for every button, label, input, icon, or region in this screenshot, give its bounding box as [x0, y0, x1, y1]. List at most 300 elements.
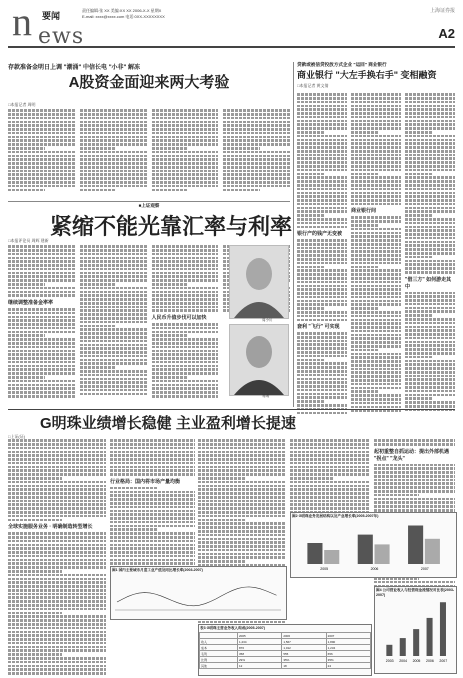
- text-line: [351, 180, 401, 183]
- text-line: [110, 466, 195, 469]
- text-line: [8, 319, 75, 322]
- text-line: [152, 346, 219, 349]
- text-line: [8, 559, 106, 562]
- portrait-photo-1: [229, 245, 289, 319]
- text-line: [110, 502, 195, 505]
- text-line: [8, 454, 106, 457]
- text-line: [80, 124, 147, 127]
- chart-bar: [413, 629, 419, 656]
- text-line: [297, 288, 347, 291]
- text-line: [351, 135, 401, 138]
- text-line: [223, 170, 290, 173]
- text-line: [8, 275, 75, 278]
- text-line: [8, 600, 106, 603]
- text-line: [297, 146, 347, 149]
- text-line: [198, 473, 286, 476]
- text-line: [198, 496, 286, 499]
- text-line: [110, 555, 195, 558]
- text-line: [152, 357, 219, 360]
- text-line: [351, 258, 401, 261]
- text-line: [297, 266, 325, 269]
- table-cell: 1,890: [326, 639, 370, 645]
- text-line: [198, 481, 286, 484]
- text-line: [405, 401, 455, 404]
- text-line: [223, 155, 290, 158]
- text-line: [405, 146, 455, 149]
- meta-line-1: 责任编辑:张 XX 美编:XX XX 2006-X-X 星期X: [82, 8, 162, 13]
- text-line: [152, 124, 219, 127]
- story-4-headline: G明珠业绩增长稳健 主业盈利增长提速: [40, 415, 296, 432]
- text-line: [80, 313, 147, 316]
- portrait-2-icon: [230, 325, 288, 395]
- text-line: [110, 510, 195, 513]
- text-line: [405, 139, 455, 142]
- subheading: "借三方" 如何游走其中: [405, 276, 452, 290]
- text-line: [223, 136, 290, 139]
- text-line: [374, 479, 455, 482]
- text-line: [8, 181, 75, 184]
- text-line: [8, 473, 106, 476]
- text-line: [80, 336, 147, 339]
- text-line: [8, 496, 106, 499]
- text-line: [8, 627, 106, 630]
- text-line: [405, 341, 455, 344]
- text-line: [223, 113, 290, 116]
- text-line: [297, 303, 347, 306]
- text-line: [297, 203, 347, 206]
- text-line: [290, 507, 370, 510]
- text-line: [8, 376, 45, 379]
- table-cell: 其他: [200, 663, 238, 669]
- text-line: [223, 128, 290, 131]
- text-line: [405, 112, 455, 115]
- text-line: [8, 481, 106, 484]
- text-line: [152, 306, 219, 309]
- story-2-headline: 紧缩不能光靠汇率与利率: [50, 214, 293, 239]
- text-line: [8, 368, 75, 371]
- text-line: [198, 492, 286, 495]
- text-line: [8, 287, 75, 290]
- text-line: [297, 412, 347, 415]
- text-line: [297, 123, 347, 126]
- text-line: [8, 124, 75, 127]
- chart-tick-label: 2007: [439, 659, 448, 663]
- paper-name: 上海证券报: [429, 8, 455, 14]
- text-line: [223, 124, 290, 127]
- table-cell: 29%: [238, 657, 282, 663]
- text-line: [80, 143, 147, 146]
- text-line: [8, 634, 106, 637]
- text-line: [297, 385, 347, 388]
- text-line: [152, 309, 219, 312]
- text-line: [80, 253, 147, 256]
- chart-tick-label: 2006: [370, 567, 379, 571]
- text-line: [80, 325, 117, 328]
- subheading: 商业银行间: [351, 208, 377, 215]
- text-line: [297, 120, 347, 123]
- text-line: [290, 485, 370, 488]
- text-line: [8, 623, 106, 626]
- text-line: [351, 243, 401, 246]
- text-line: [8, 380, 75, 383]
- text-line: [297, 93, 347, 96]
- text-line: [8, 536, 106, 539]
- text-line: [351, 220, 401, 223]
- text-line: [351, 398, 401, 401]
- text-line: [297, 112, 347, 115]
- text-line: [8, 581, 106, 584]
- text-line: [8, 384, 75, 387]
- bottom-story-rule: [8, 409, 455, 410]
- text-line: [80, 166, 147, 169]
- text-line: [110, 487, 157, 490]
- text-line: [405, 188, 455, 191]
- text-line: [297, 292, 347, 295]
- text-line: [297, 169, 347, 172]
- text-line: [297, 150, 347, 153]
- text-line: [351, 165, 401, 168]
- text-line: [351, 387, 401, 390]
- text-line: [405, 120, 455, 123]
- text-line: [8, 562, 106, 565]
- text-line: [152, 327, 219, 330]
- text-line: [8, 503, 106, 506]
- text-line: [290, 466, 370, 469]
- text-line: [8, 316, 75, 319]
- text-line: [297, 359, 325, 362]
- text-line: [297, 142, 347, 145]
- text-line: [198, 526, 286, 529]
- text-line: [80, 136, 147, 139]
- text-line: [297, 127, 347, 130]
- text-line: [8, 519, 62, 522]
- text-line: [405, 184, 455, 187]
- story-2-kicker: ■上证观察: [138, 203, 160, 208]
- chart-1-title: 图1 国内主要城市月度工业产值及同比增长率(2003-2007): [112, 568, 203, 572]
- table-cell: 收入: [200, 639, 238, 645]
- text-line: [290, 500, 370, 503]
- text-line: [8, 308, 75, 311]
- text-line: [405, 203, 455, 206]
- text-line: [351, 356, 401, 359]
- text-line: [405, 222, 455, 225]
- text-line: [405, 292, 455, 295]
- text-line: [374, 501, 455, 504]
- text-line: [152, 331, 219, 334]
- text-line: [110, 458, 195, 461]
- text-line: [223, 166, 290, 169]
- text-line: [351, 176, 401, 179]
- text-line: [351, 93, 401, 96]
- text-line: [351, 199, 401, 202]
- text-line: [8, 331, 75, 334]
- text-line: [110, 532, 195, 535]
- text-line: [8, 612, 62, 615]
- text-line: [374, 581, 455, 584]
- portrait-photo-2: [229, 324, 289, 396]
- text-line: [110, 447, 195, 450]
- table-cell: 1,567: [282, 639, 326, 645]
- text-line: [110, 462, 195, 465]
- text-line: [80, 272, 147, 275]
- text-line: [80, 185, 147, 188]
- text-line: [8, 283, 45, 286]
- text-line: [8, 566, 106, 569]
- text-line: [351, 97, 401, 100]
- masthead-rule: [8, 46, 455, 48]
- text-line: [8, 350, 75, 353]
- text-line: [198, 515, 286, 518]
- story-2: [8, 203, 290, 209]
- text-line: [297, 161, 347, 164]
- subheading: 全球实施服务业务 · 明确制造转型增长: [8, 524, 93, 531]
- text-line: [405, 229, 455, 232]
- text-line: [152, 132, 219, 135]
- text-line: [374, 464, 455, 467]
- text-line: [80, 362, 147, 365]
- text-line: [152, 189, 189, 192]
- text-line: [152, 376, 189, 379]
- text-line: [351, 123, 401, 126]
- text-line: [297, 214, 325, 217]
- text-line: [152, 338, 219, 341]
- text-line: [152, 155, 219, 158]
- text-line: [80, 340, 147, 343]
- text-line: [8, 540, 106, 543]
- text-line: [351, 326, 401, 329]
- text-line: [405, 344, 455, 347]
- text-line: [297, 108, 347, 111]
- chart-2-svg: [291, 520, 454, 572]
- text-line: [297, 131, 325, 134]
- text-line: [8, 615, 106, 618]
- text-line: [374, 475, 455, 478]
- text-line: [8, 485, 106, 488]
- text-line: [405, 244, 455, 247]
- text-line: [290, 454, 370, 457]
- text-line: [152, 109, 219, 112]
- text-line: [351, 235, 401, 238]
- text-line: [80, 128, 147, 131]
- text-line: [297, 300, 347, 303]
- story-1-byline: □本报记者 周明: [8, 102, 36, 107]
- text-line: [405, 180, 455, 183]
- text-line: [297, 400, 325, 403]
- text-line: [297, 258, 347, 261]
- text-line: [297, 311, 347, 314]
- text-line: [198, 511, 286, 514]
- text-line: [290, 462, 370, 465]
- chart-tick-label: 2003: [385, 659, 394, 663]
- text-line: [290, 496, 370, 499]
- text-line: [297, 370, 347, 373]
- text-line: [152, 136, 219, 139]
- text-line: [152, 245, 219, 248]
- text-line: [405, 93, 455, 96]
- text-line: [297, 343, 347, 346]
- text-line: [405, 295, 455, 298]
- text-line: [297, 180, 347, 183]
- text-line: [198, 451, 286, 454]
- text-line: [80, 291, 147, 294]
- text-line: [198, 503, 286, 506]
- text-line: [405, 161, 455, 164]
- text-line: [223, 162, 290, 165]
- text-line: [297, 184, 347, 187]
- text-line: [297, 336, 347, 339]
- text-line: [8, 544, 106, 547]
- text-line: [80, 189, 117, 192]
- text-line: [110, 491, 195, 494]
- text-line: [80, 306, 147, 309]
- text-line: [110, 451, 195, 454]
- text-line: [198, 621, 286, 624]
- text-line: [110, 473, 195, 476]
- text-line: [297, 199, 347, 202]
- text-line: [110, 517, 195, 520]
- text-line: [405, 116, 455, 119]
- text-line: [405, 329, 455, 332]
- text-line: [405, 333, 455, 336]
- text-line: [198, 454, 286, 457]
- text-line: [110, 525, 195, 528]
- table-cell: 比例: [200, 657, 238, 663]
- text-line: [297, 307, 325, 310]
- table-cell: 24: [326, 663, 370, 669]
- page-number: A2: [438, 26, 455, 41]
- text-line: [297, 243, 347, 246]
- chart-bar: [375, 544, 390, 564]
- text-line: [152, 177, 219, 180]
- text-line: [8, 551, 106, 554]
- text-line: [405, 271, 455, 274]
- text-line: [8, 387, 75, 390]
- text-line: [80, 332, 147, 335]
- text-line: [8, 162, 75, 165]
- text-line: [374, 467, 455, 470]
- text-line: [80, 109, 147, 112]
- text-line: [152, 147, 189, 150]
- text-line: [8, 447, 106, 450]
- text-line: [351, 300, 401, 303]
- text-line: [152, 264, 219, 267]
- text-line: [8, 653, 62, 656]
- text-line: [405, 352, 455, 355]
- masthead: [8, 0, 455, 60]
- text-line: [80, 260, 147, 263]
- text-line: [198, 522, 286, 525]
- story-1-body: [8, 108, 290, 198]
- text-line: [152, 139, 219, 142]
- story-3-byline: □本报记者 黄文倩: [297, 83, 329, 88]
- text-line: [8, 147, 45, 150]
- text-line: [405, 101, 455, 104]
- text-line: [110, 439, 195, 442]
- text-line: [80, 287, 147, 290]
- text-line: [80, 298, 147, 301]
- text-line: [8, 631, 106, 634]
- text-line: [8, 170, 75, 173]
- text-line: [152, 350, 219, 353]
- text-line: [8, 117, 75, 120]
- text-line: [351, 277, 401, 280]
- table-cell: 12: [238, 663, 282, 669]
- text-line: [198, 538, 286, 541]
- story-3: [297, 62, 455, 91]
- table-cell: 358: [238, 651, 282, 657]
- text-line: [405, 263, 455, 266]
- text-line: [374, 486, 455, 489]
- text-line: [351, 319, 401, 322]
- text-line: [405, 299, 455, 302]
- text-line: [297, 396, 347, 399]
- story-1-column: [152, 108, 219, 192]
- text-line: [8, 372, 75, 375]
- text-line: [351, 349, 379, 352]
- text-line: [351, 345, 401, 348]
- text-line: [80, 249, 147, 252]
- text-line: [152, 361, 219, 364]
- text-line: [405, 375, 455, 378]
- text-line: [152, 395, 219, 398]
- text-line: [8, 574, 106, 577]
- text-line: [152, 151, 219, 154]
- text-line: [351, 228, 401, 231]
- text-line: [297, 188, 347, 191]
- text-line: [8, 469, 106, 472]
- text-line: [351, 188, 401, 191]
- text-line: [198, 466, 286, 469]
- text-line: [80, 321, 147, 324]
- text-line: [80, 162, 147, 165]
- text-line: [152, 166, 219, 169]
- table-cell: 555: [282, 651, 326, 657]
- text-line: [374, 498, 455, 501]
- text-line: [405, 310, 455, 313]
- text-line: [110, 443, 195, 446]
- text-line: [290, 443, 370, 446]
- text-line: [152, 181, 219, 184]
- text-line: [223, 181, 290, 184]
- text-line: [290, 473, 370, 476]
- text-line: [152, 113, 219, 116]
- text-line: [351, 390, 379, 393]
- text-line: [152, 342, 219, 345]
- table-3-grid: [199, 632, 371, 669]
- text-line: [152, 279, 219, 282]
- text-line: [80, 181, 147, 184]
- text-line: [351, 364, 401, 367]
- text-line: [297, 332, 347, 335]
- text-line: [223, 132, 290, 135]
- table-cell: 毛利: [200, 651, 238, 657]
- text-line: [198, 458, 286, 461]
- text-line: [8, 365, 75, 368]
- text-line: [374, 494, 419, 497]
- text-line: [80, 170, 147, 173]
- text-line: [351, 368, 401, 371]
- text-line: [351, 262, 401, 265]
- text-line: [80, 355, 147, 358]
- text-line: [152, 268, 219, 271]
- text-line: [351, 375, 401, 378]
- text-line: [297, 262, 347, 265]
- story-2-byline: □本报评论员 周辉 建新: [8, 238, 49, 243]
- portrait-1-icon: [230, 246, 288, 318]
- text-line: [8, 327, 75, 330]
- text-line: [8, 312, 75, 315]
- text-line: [351, 131, 379, 134]
